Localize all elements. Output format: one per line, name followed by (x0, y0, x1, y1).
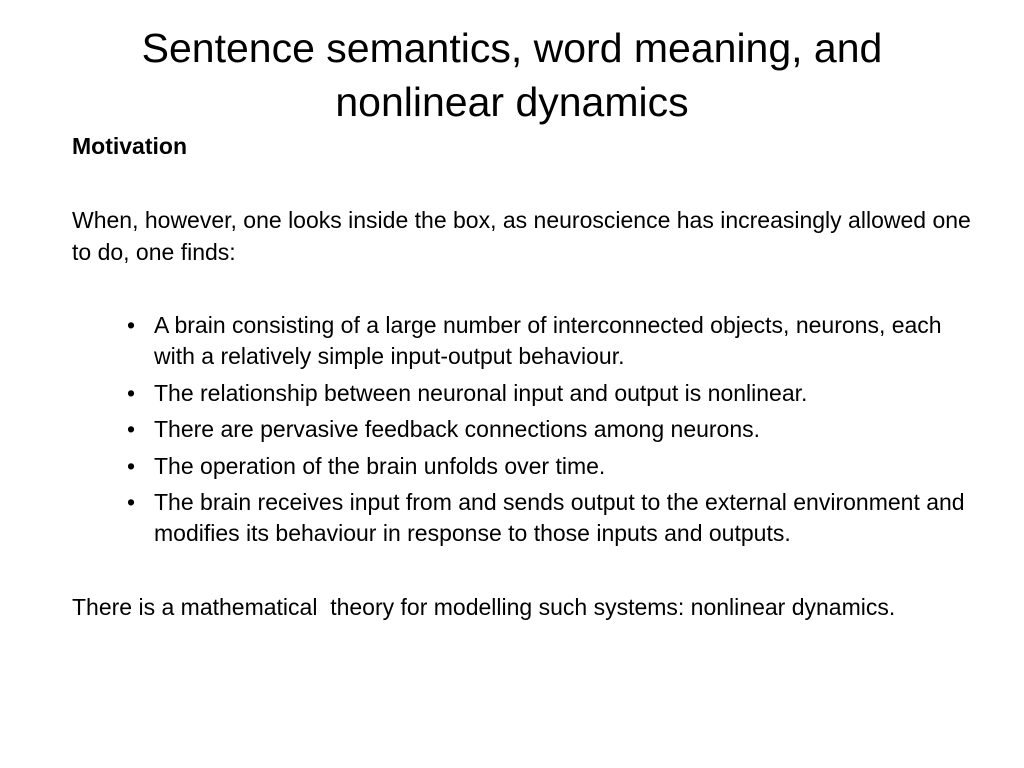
section-heading: Motivation (72, 133, 187, 159)
bullet-text: A brain consisting of a large number of interconnected objects, neurons, each with a relatively simple input-output behaviour. (154, 312, 942, 369)
bullet-item (0, 310, 979, 372)
bullet-text: The operation of the brain unfolds over time. (154, 452, 606, 479)
bullet-text: The relationship between neuronal input and output is nonlinear. (154, 379, 808, 406)
slide-title: Sentence semantics, word meaning, and nonlinear dynamics (141, 25, 883, 125)
bullet-icon: • (127, 379, 136, 406)
bullet-item (0, 378, 979, 409)
intro-paragraph: When, however, one looks inside the box, as neuroscience has increasingly allowed one to do, one finds: (72, 207, 971, 265)
bullet-icon: • (127, 312, 136, 338)
bullet-icon: • (127, 452, 136, 479)
bullet-text: The brain receives input from and sends output to the external environment and modifies its behaviour in response to those inputs and outputs. (154, 489, 965, 546)
bullet-icon: • (127, 416, 136, 442)
bullet-icon: • (127, 489, 136, 515)
bullet-list (0, 310, 1024, 555)
bullet-text: There are pervasive feedback connections among neurons. (154, 416, 761, 442)
bullet-item (0, 451, 979, 482)
bullet-item (0, 487, 979, 549)
bullet-item (0, 414, 979, 445)
conclusion-paragraph: There is a mathematical theory for modelling such systems: nonlinear dynamics. (72, 594, 896, 620)
